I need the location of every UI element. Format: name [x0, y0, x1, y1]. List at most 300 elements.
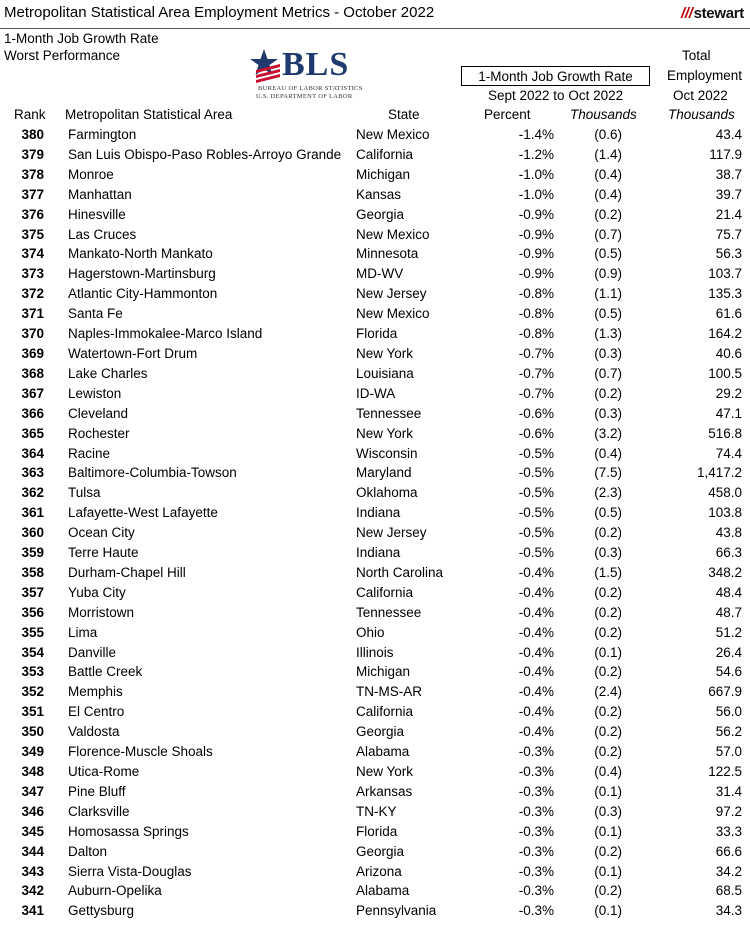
subtitle-performance: Worst Performance — [4, 48, 121, 63]
rank-cell: 348 — [21, 764, 44, 779]
employment-cell: 39.7 — [715, 186, 742, 202]
stewart-logo-text: stewart — [693, 5, 744, 22]
state-cell: Georgia — [356, 206, 405, 222]
thousands-cell: (0.3) — [594, 803, 622, 819]
table-row — [0, 265, 750, 285]
percent-cell: -0.5% — [518, 445, 554, 461]
rank-cell: 350 — [21, 724, 44, 740]
table-row — [0, 902, 750, 922]
thousands-cell: (0.5) — [594, 505, 622, 521]
msa-cell: Lake Charles — [68, 365, 148, 381]
rank-cell: 359 — [21, 545, 44, 561]
state-cell: New Mexico — [356, 127, 430, 142]
rank-cell: 349 — [21, 744, 44, 760]
thousands-cell: (0.1) — [594, 644, 622, 660]
state-cell: TN-MS-AR — [356, 684, 422, 700]
employment-cell: 26.4 — [715, 644, 742, 660]
employment-cell: 1,417.2 — [696, 465, 742, 481]
employment-cell: 57.0 — [715, 744, 742, 760]
percent-cell: -0.4% — [518, 704, 554, 720]
thousands-cell: (7.5) — [594, 465, 622, 481]
employment-cell: 348.2 — [708, 564, 742, 580]
msa-cell: Farmington — [68, 127, 137, 142]
rank-cell: 355 — [21, 624, 44, 640]
header-total-thousands: Thousands — [668, 107, 735, 122]
employment-cell: 40.6 — [715, 345, 742, 361]
table-row — [0, 206, 750, 226]
thousands-cell: (0.4) — [594, 166, 622, 182]
state-cell: Ohio — [356, 624, 385, 640]
percent-cell: -1.4% — [518, 127, 554, 142]
rank-cell: 371 — [21, 306, 44, 322]
state-cell: Georgia — [356, 843, 405, 859]
percent-cell: -0.4% — [518, 624, 554, 640]
rank-cell: 369 — [21, 345, 44, 361]
state-cell: MD-WV — [356, 266, 404, 282]
percent-cell: -1.0% — [518, 166, 554, 182]
percent-cell: -0.6% — [518, 405, 554, 421]
table-row — [0, 305, 750, 325]
percent-cell: -0.9% — [518, 226, 554, 242]
state-cell: Indiana — [356, 545, 401, 561]
rank-cell: 373 — [21, 266, 44, 282]
state-cell: California — [356, 704, 414, 720]
state-cell: New York — [356, 425, 414, 441]
employment-cell: 56.3 — [715, 246, 742, 262]
msa-cell: Gettysburg — [68, 903, 135, 919]
employment-cell: 75.7 — [715, 226, 742, 242]
state-cell: Alabama — [356, 744, 410, 760]
rank-cell: 356 — [21, 604, 44, 620]
state-cell: Oklahoma — [356, 485, 418, 501]
employment-cell: 56.2 — [715, 724, 742, 740]
table-row — [0, 325, 750, 345]
rank-cell: 379 — [21, 146, 44, 162]
table-row — [0, 146, 750, 166]
percent-cell: -0.5% — [518, 465, 554, 481]
percent-cell: -0.9% — [518, 206, 554, 222]
percent-cell: -0.8% — [518, 326, 554, 342]
state-cell: Arkansas — [356, 783, 413, 799]
percent-cell: -0.8% — [518, 286, 554, 302]
state-cell: ID-WA — [356, 385, 396, 401]
bls-logo-line1: BUREAU OF LABOR STATISTICS — [258, 85, 363, 92]
state-cell: Indiana — [356, 505, 401, 521]
thousands-cell: (0.3) — [594, 545, 622, 561]
rank-cell: 358 — [21, 564, 44, 580]
employment-cell: 43.4 — [715, 127, 742, 142]
thousands-cell: (0.9) — [594, 266, 622, 282]
thousands-cell: (0.5) — [594, 306, 622, 322]
thousands-cell: (0.4) — [594, 445, 622, 461]
employment-cell: 33.3 — [715, 823, 742, 839]
employment-cell: 29.2 — [715, 385, 742, 401]
state-cell: New York — [356, 345, 414, 361]
msa-cell: Dalton — [68, 843, 108, 859]
msa-cell: Rochester — [68, 425, 130, 441]
table-row — [0, 425, 750, 445]
employment-cell: 66.6 — [715, 843, 742, 859]
percent-cell: -0.4% — [518, 564, 554, 580]
table-row — [0, 544, 750, 564]
msa-cell: San Luis Obispo-Paso Robles-Arroyo Grande — [68, 146, 342, 162]
percent-cell: -0.3% — [518, 903, 554, 919]
rank-cell: 345 — [21, 823, 44, 839]
thousands-cell: (0.1) — [594, 783, 622, 799]
state-cell: Maryland — [356, 465, 412, 481]
percent-cell: -0.4% — [518, 664, 554, 680]
table-row — [0, 683, 750, 703]
table-row — [0, 803, 750, 823]
employment-cell: 164.2 — [708, 326, 742, 342]
msa-cell: Racine — [68, 445, 111, 461]
msa-cell: El Centro — [68, 704, 125, 720]
table-row — [0, 385, 750, 405]
state-cell: New Jersey — [356, 525, 427, 541]
header-period: Sept 2022 to Oct 2022 — [488, 88, 624, 103]
rank-cell: 346 — [21, 803, 44, 819]
employment-cell: 54.6 — [715, 664, 742, 680]
thousands-cell: (0.2) — [594, 664, 622, 680]
msa-cell: Auburn-Opelika — [68, 883, 162, 899]
msa-cell: Atlantic City-Hammonton — [68, 286, 218, 302]
msa-cell: Pine Bluff — [68, 783, 126, 799]
state-cell: Tennessee — [356, 604, 422, 620]
state-cell: Florida — [356, 326, 398, 342]
thousands-cell: (0.2) — [594, 843, 622, 859]
table-row — [0, 584, 750, 604]
thousands-cell: (0.2) — [594, 385, 622, 401]
state-cell: Illinois — [356, 644, 394, 660]
thousands-cell: (0.4) — [594, 764, 622, 779]
employment-cell: 47.1 — [715, 405, 742, 421]
thousands-cell: (0.2) — [594, 744, 622, 760]
rank-cell: 367 — [21, 385, 44, 401]
percent-cell: -0.4% — [518, 644, 554, 660]
table-row — [0, 882, 750, 902]
state-cell: Louisiana — [356, 365, 414, 381]
thousands-cell: (0.1) — [594, 863, 622, 879]
state-cell: California — [356, 146, 414, 162]
rank-cell: 342 — [21, 883, 44, 899]
percent-cell: -0.4% — [518, 584, 554, 600]
rank-cell: 380 — [21, 127, 44, 142]
employment-cell: 100.5 — [708, 365, 742, 381]
percent-cell: -0.9% — [518, 246, 554, 262]
thousands-cell: (0.2) — [594, 724, 622, 740]
msa-cell: Tulsa — [68, 485, 101, 501]
table-row — [0, 166, 750, 186]
employment-cell: 56.0 — [715, 704, 742, 720]
rank-cell: 360 — [21, 525, 44, 541]
employment-cell: 61.6 — [715, 306, 742, 322]
thousands-cell: (0.2) — [594, 604, 622, 620]
header-employment: Employment — [666, 68, 742, 83]
table-row — [0, 445, 750, 465]
header-job-growth-box: 1-Month Job Growth Rate — [461, 66, 650, 86]
employment-cell: 103.8 — [708, 505, 742, 521]
rank-cell: 361 — [21, 505, 44, 521]
table-row — [0, 644, 750, 664]
msa-cell: Florence-Muscle Shoals — [68, 744, 213, 760]
table-row — [0, 484, 750, 504]
state-cell: Kansas — [356, 186, 402, 202]
employment-cell: 103.7 — [708, 266, 742, 282]
state-cell: New Mexico — [356, 306, 430, 322]
employment-cell: 516.8 — [708, 425, 742, 441]
bls-star-flag-icon — [250, 48, 284, 84]
table-row — [0, 126, 750, 146]
thousands-cell: (3.2) — [594, 425, 622, 441]
msa-cell: Mankato-North Mankato — [68, 246, 213, 262]
thousands-cell: (0.2) — [594, 525, 622, 541]
state-cell: TN-KY — [356, 803, 397, 819]
percent-cell: -0.5% — [518, 545, 554, 561]
state-cell: Wisconsin — [356, 445, 418, 461]
thousands-cell: (0.2) — [594, 883, 622, 899]
state-cell: Pennsylvania — [356, 903, 437, 919]
msa-cell: Memphis — [68, 684, 123, 700]
employment-cell: 34.3 — [715, 903, 742, 919]
bls-logo-line2: U.S. DEPARTMENT OF LABOR — [256, 93, 353, 100]
thousands-cell: (0.5) — [594, 246, 622, 262]
subtitle-metric: 1-Month Job Growth Rate — [4, 31, 159, 46]
percent-cell: -0.3% — [518, 744, 554, 760]
table-row — [0, 464, 750, 484]
percent-cell: -0.3% — [518, 783, 554, 799]
msa-cell: Clarksville — [68, 803, 130, 819]
employment-cell: 458.0 — [708, 485, 742, 501]
thousands-cell: (0.2) — [594, 704, 622, 720]
thousands-cell: (0.3) — [594, 345, 622, 361]
bls-logo-text: BLS — [282, 46, 350, 83]
thousands-cell: (0.3) — [594, 405, 622, 421]
employment-cell: 31.4 — [715, 783, 742, 799]
state-cell: Alabama — [356, 883, 410, 899]
employment-cell: 97.2 — [715, 803, 742, 819]
table-row — [0, 285, 750, 305]
rank-cell: 362 — [21, 485, 44, 501]
state-cell: Michigan — [356, 664, 411, 680]
rank-cell: 341 — [21, 903, 44, 919]
header-percent: Percent — [484, 107, 531, 122]
thousands-cell: (1.3) — [594, 326, 622, 342]
msa-cell: Durham-Chapel Hill — [68, 564, 186, 580]
table-row — [0, 524, 750, 544]
rank-cell: 353 — [21, 664, 44, 680]
state-cell: New Mexico — [356, 226, 430, 242]
table-row — [0, 823, 750, 843]
rank-cell: 354 — [21, 644, 44, 660]
rank-cell: 370 — [21, 326, 44, 342]
state-cell: California — [356, 584, 414, 600]
header-total: Total — [682, 48, 711, 63]
thousands-cell: (0.2) — [594, 206, 622, 222]
msa-cell: Hinesville — [68, 206, 126, 222]
header-rank: Rank — [14, 107, 46, 122]
thousands-cell: (1.5) — [594, 564, 622, 580]
msa-cell: Naples-Immokalee-Marco Island — [68, 326, 263, 342]
percent-cell: -0.3% — [518, 823, 554, 839]
rank-cell: 374 — [21, 246, 44, 262]
percent-cell: -0.7% — [518, 345, 554, 361]
msa-cell: Utica-Rome — [68, 764, 140, 779]
header-msa: Metropolitan Statistical Area — [65, 107, 233, 122]
thousands-cell: (0.7) — [594, 365, 622, 381]
table-row — [0, 365, 750, 385]
percent-cell: -0.8% — [518, 306, 554, 322]
table-row — [0, 226, 750, 246]
title-bar — [0, 0, 750, 29]
employment-cell: 117.9 — [709, 146, 742, 162]
rank-cell: 363 — [21, 465, 44, 481]
table-row — [0, 504, 750, 524]
msa-cell: Lafayette-West Lafayette — [68, 505, 218, 521]
msa-cell: Cleveland — [68, 405, 129, 421]
state-cell: Arizona — [356, 863, 402, 879]
state-cell: North Carolina — [356, 564, 444, 580]
msa-cell: Ocean City — [68, 525, 135, 541]
bls-logo — [250, 46, 363, 104]
state-cell: Michigan — [356, 166, 411, 182]
rank-cell: 368 — [21, 365, 44, 381]
rank-cell: 377 — [21, 186, 44, 202]
percent-cell: -0.5% — [518, 525, 554, 541]
thousands-cell: (0.6) — [594, 127, 622, 142]
rank-cell: 343 — [21, 863, 44, 879]
percent-cell: -0.7% — [518, 365, 554, 381]
msa-cell: Danville — [68, 644, 117, 660]
employment-cell: 68.5 — [715, 883, 742, 899]
thousands-cell: (0.2) — [594, 584, 622, 600]
percent-cell: -0.9% — [518, 266, 554, 282]
msa-cell: Lima — [68, 624, 98, 640]
state-cell: New York — [356, 764, 414, 779]
msa-cell: Sierra Vista-Douglas — [68, 863, 192, 879]
state-cell: New Jersey — [356, 286, 427, 302]
thousands-cell: (2.4) — [594, 684, 622, 700]
table-row — [0, 345, 750, 365]
thousands-cell: (0.4) — [594, 186, 622, 202]
rank-cell: 365 — [21, 425, 44, 441]
employment-cell: 135.3 — [708, 286, 742, 302]
thousands-cell: (0.1) — [594, 903, 622, 919]
percent-cell: -0.3% — [518, 863, 554, 879]
percent-cell: -0.7% — [518, 385, 554, 401]
employment-cell: 48.7 — [715, 604, 742, 620]
msa-cell: Homosassa Springs — [68, 823, 189, 839]
table-row — [0, 843, 750, 863]
employment-cell: 38.7 — [715, 166, 742, 182]
rank-cell: 372 — [21, 286, 44, 302]
thousands-cell: (2.3) — [594, 485, 622, 501]
rank-cell: 352 — [21, 684, 44, 700]
rank-cell: 357 — [21, 584, 44, 600]
percent-cell: -1.0% — [518, 186, 554, 202]
percent-cell: -0.3% — [518, 883, 554, 899]
table-row — [0, 783, 750, 803]
employment-cell: 74.4 — [715, 445, 742, 461]
stewart-logo — [681, 5, 744, 22]
rank-cell: 351 — [21, 704, 44, 720]
table-row — [0, 763, 750, 783]
percent-cell: -0.5% — [518, 505, 554, 521]
header-thousands: Thousands — [570, 107, 637, 122]
stewart-logo-slashes-icon: /// — [680, 5, 693, 22]
rank-cell: 344 — [21, 843, 44, 859]
header-state: State — [388, 107, 420, 122]
table-row — [0, 743, 750, 763]
msa-cell: Terre Haute — [68, 545, 139, 561]
employment-cell: 34.2 — [715, 863, 742, 879]
thousands-cell: (0.2) — [594, 624, 622, 640]
msa-cell: Santa Fe — [68, 306, 123, 322]
msa-cell: Battle Creek — [68, 664, 143, 680]
percent-cell: -0.3% — [518, 803, 554, 819]
table-row — [0, 723, 750, 743]
rank-cell: 364 — [21, 445, 44, 461]
employment-cell: 21.4 — [715, 206, 742, 222]
msa-cell: Morristown — [68, 604, 135, 620]
msa-cell: Baltimore-Columbia-Towson — [68, 465, 237, 481]
thousands-cell: (0.7) — [594, 226, 622, 242]
percent-cell: -0.6% — [518, 425, 554, 441]
table-row — [0, 405, 750, 425]
table-row — [0, 624, 750, 644]
rank-cell: 366 — [21, 405, 44, 421]
state-cell: Tennessee — [356, 405, 422, 421]
page-title: Metropolitan Statistical Area Employment Metrics - October 2022 — [4, 4, 435, 21]
rank-cell: 347 — [21, 783, 44, 799]
thousands-cell: (1.4) — [594, 146, 622, 162]
header-oct-2022: Oct 2022 — [673, 88, 728, 103]
state-cell: Minnesota — [356, 246, 419, 262]
percent-cell: -0.5% — [518, 485, 554, 501]
table-row — [0, 245, 750, 265]
table-row — [0, 604, 750, 624]
table-row — [0, 186, 750, 206]
thousands-cell: (0.1) — [594, 823, 622, 839]
msa-cell: Yuba City — [68, 584, 126, 600]
thousands-cell: (1.1) — [594, 286, 622, 302]
employment-cell: 43.8 — [715, 525, 742, 541]
percent-cell: -0.4% — [518, 604, 554, 620]
table-row — [0, 703, 750, 723]
table-row — [0, 564, 750, 584]
msa-table — [0, 126, 750, 922]
employment-cell: 667.9 — [708, 684, 742, 700]
percent-cell: -1.2% — [518, 146, 554, 162]
msa-cell: Watertown-Fort Drum — [68, 345, 198, 361]
msa-cell: Manhattan — [68, 186, 132, 202]
state-cell: Florida — [356, 823, 398, 839]
table-row — [0, 663, 750, 683]
msa-cell: Valdosta — [68, 724, 120, 740]
msa-cell: Lewiston — [68, 385, 122, 401]
msa-cell: Hagerstown-Martinsburg — [68, 266, 216, 282]
percent-cell: -0.3% — [518, 764, 554, 779]
msa-cell: Las Cruces — [68, 226, 137, 242]
employment-cell: 66.3 — [715, 545, 742, 561]
percent-cell: -0.4% — [518, 684, 554, 700]
rank-cell: 375 — [21, 226, 44, 242]
employment-cell: 122.5 — [708, 764, 742, 779]
msa-cell: Monroe — [68, 166, 114, 182]
rank-cell: 376 — [21, 206, 44, 222]
percent-cell: -0.3% — [518, 843, 554, 859]
rank-cell: 378 — [21, 166, 44, 182]
employment-cell: 51.2 — [715, 624, 742, 640]
